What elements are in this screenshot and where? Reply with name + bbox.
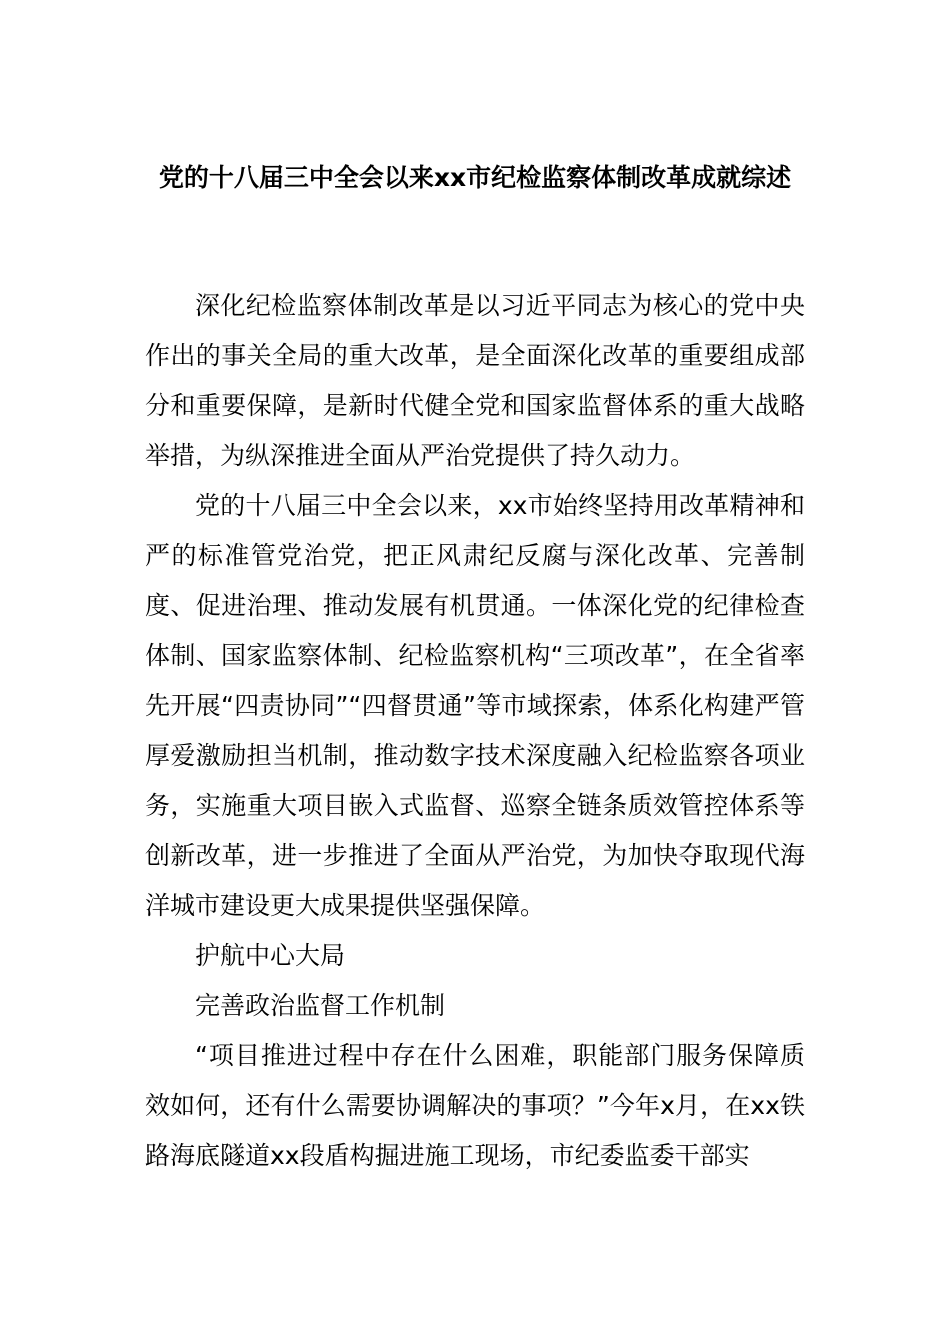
paragraph-intro: 深化纪检监察体制改革是以习近平同志为核心的党中央作出的事关全局的重大改革，是全面深化改革的重要组成部分和重要保障，是新时代健全党和国家监督体系的重大战略举措，为纵深推进全面从严治党提供了持久动力。 — [145, 291, 805, 470]
paragraph-achievements: 党的十八届三中全会以来，xx市始终坚持用改革精神和严的标准管党治党，把正风肃纪反腐与深化改革、完善制度、促进治理、推动发展有机贯通。一体深化党的纪律检查体制、国家监察体制、纪检监察机构“三项改革”，在全省率先开展“四责协同”“四督贯通”等市域探索，体系化构建严管厚爱激励担当机制，推动数字技术深度融入纪检监察各项业务，实施重大项目嵌入式监督、巡察全链条质效管控体系等创新改革，进一步推进了全面从严治党，为加快夺取现代海洋城市建设更大成果提供坚强保障。 — [145, 491, 805, 920]
paragraph-political-supervision: “项目推进过程中存在什么困难，职能部门服务保障质效如何，还有什么需要协调解决的事项？”今年x月，在xx铁路海底隧道xx段盾构掘进施工现场，市纪委监委干部实 — [145, 1041, 805, 1170]
section-heading: 护航中心大局 — [195, 941, 346, 970]
subsection-heading: 完善政治监督工作机制 — [195, 991, 446, 1020]
document-title: 党的十八届三中全会以来xx市纪检监察体制改革成就综述 — [158, 163, 792, 192]
document-body — [145, 281, 805, 1181]
